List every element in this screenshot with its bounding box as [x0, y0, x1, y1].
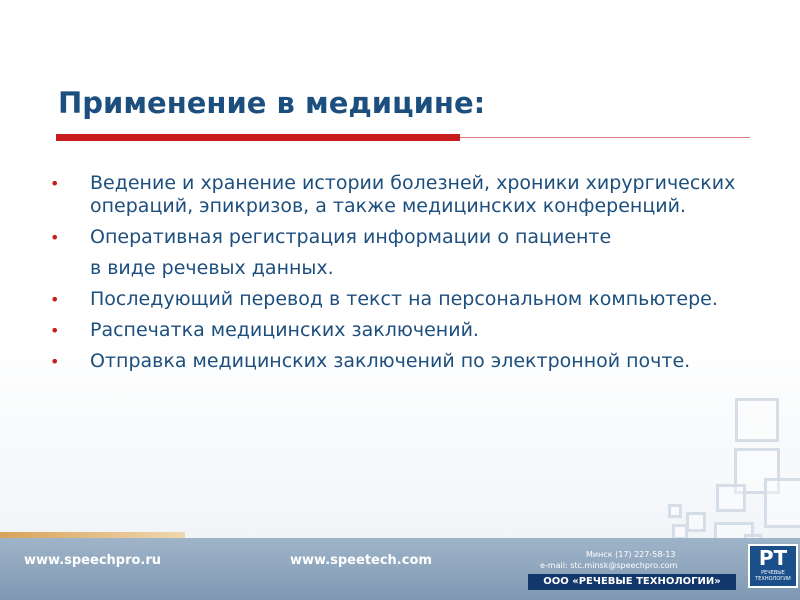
bullet-item [50, 319, 740, 342]
logo-mark: PT [758, 546, 788, 570]
company-name: ООО «РЕЧЕВЫЕ ТЕХНОЛОГИИ» [528, 574, 736, 590]
bullet-text: Ведение и хранение истории болезней, хроники хирургических операций, эпикризов, а также медицинских конференций. [90, 172, 736, 217]
deco-square [686, 512, 706, 532]
bullet-text: Последующий перевод в текст на персональном компьютере. [90, 288, 718, 310]
bullet-item [50, 288, 740, 311]
bullet-text: Оперативная регистрация информации о пациенте [90, 226, 612, 248]
bullet-icon: • [50, 352, 60, 371]
footer-bar [0, 538, 800, 600]
bullet-icon: • [50, 290, 60, 309]
contact-phone: Минск (17) 227-58-13 [586, 550, 676, 559]
logo-text: РЕЧЕВЫЕ ТЕХНОЛОГИИ [755, 570, 791, 582]
company-logo [748, 544, 798, 588]
deco-square [735, 398, 779, 442]
deco-square [734, 448, 780, 494]
footer-link-speechpro[interactable]: www.speechpro.ru [24, 553, 162, 568]
deco-square [668, 504, 682, 518]
bullet-text: Отправка медицинских заключений по электронной почте. [90, 350, 691, 372]
title-underline-red [56, 134, 460, 141]
footer-contact [540, 549, 677, 571]
bullet-item [50, 226, 740, 249]
footer-link-speetech[interactable]: www.speetech.com [290, 553, 432, 568]
bullet-list [50, 172, 740, 381]
bullet-continuation: в виде речевых данных. [90, 257, 334, 279]
contact-email: e-mail: stc.minsk@speechpro.com [540, 561, 678, 570]
bullet-item [50, 172, 740, 218]
deco-square [716, 484, 746, 512]
bullet-item [50, 350, 740, 373]
bullet-icon: • [50, 174, 60, 193]
bullet-text: Распечатка медицинских заключений. [90, 319, 479, 341]
deco-square [764, 478, 800, 528]
bullet-icon: • [50, 228, 60, 247]
bullet-icon: • [50, 321, 60, 340]
slide-title: Применение в медицине: [58, 86, 486, 120]
